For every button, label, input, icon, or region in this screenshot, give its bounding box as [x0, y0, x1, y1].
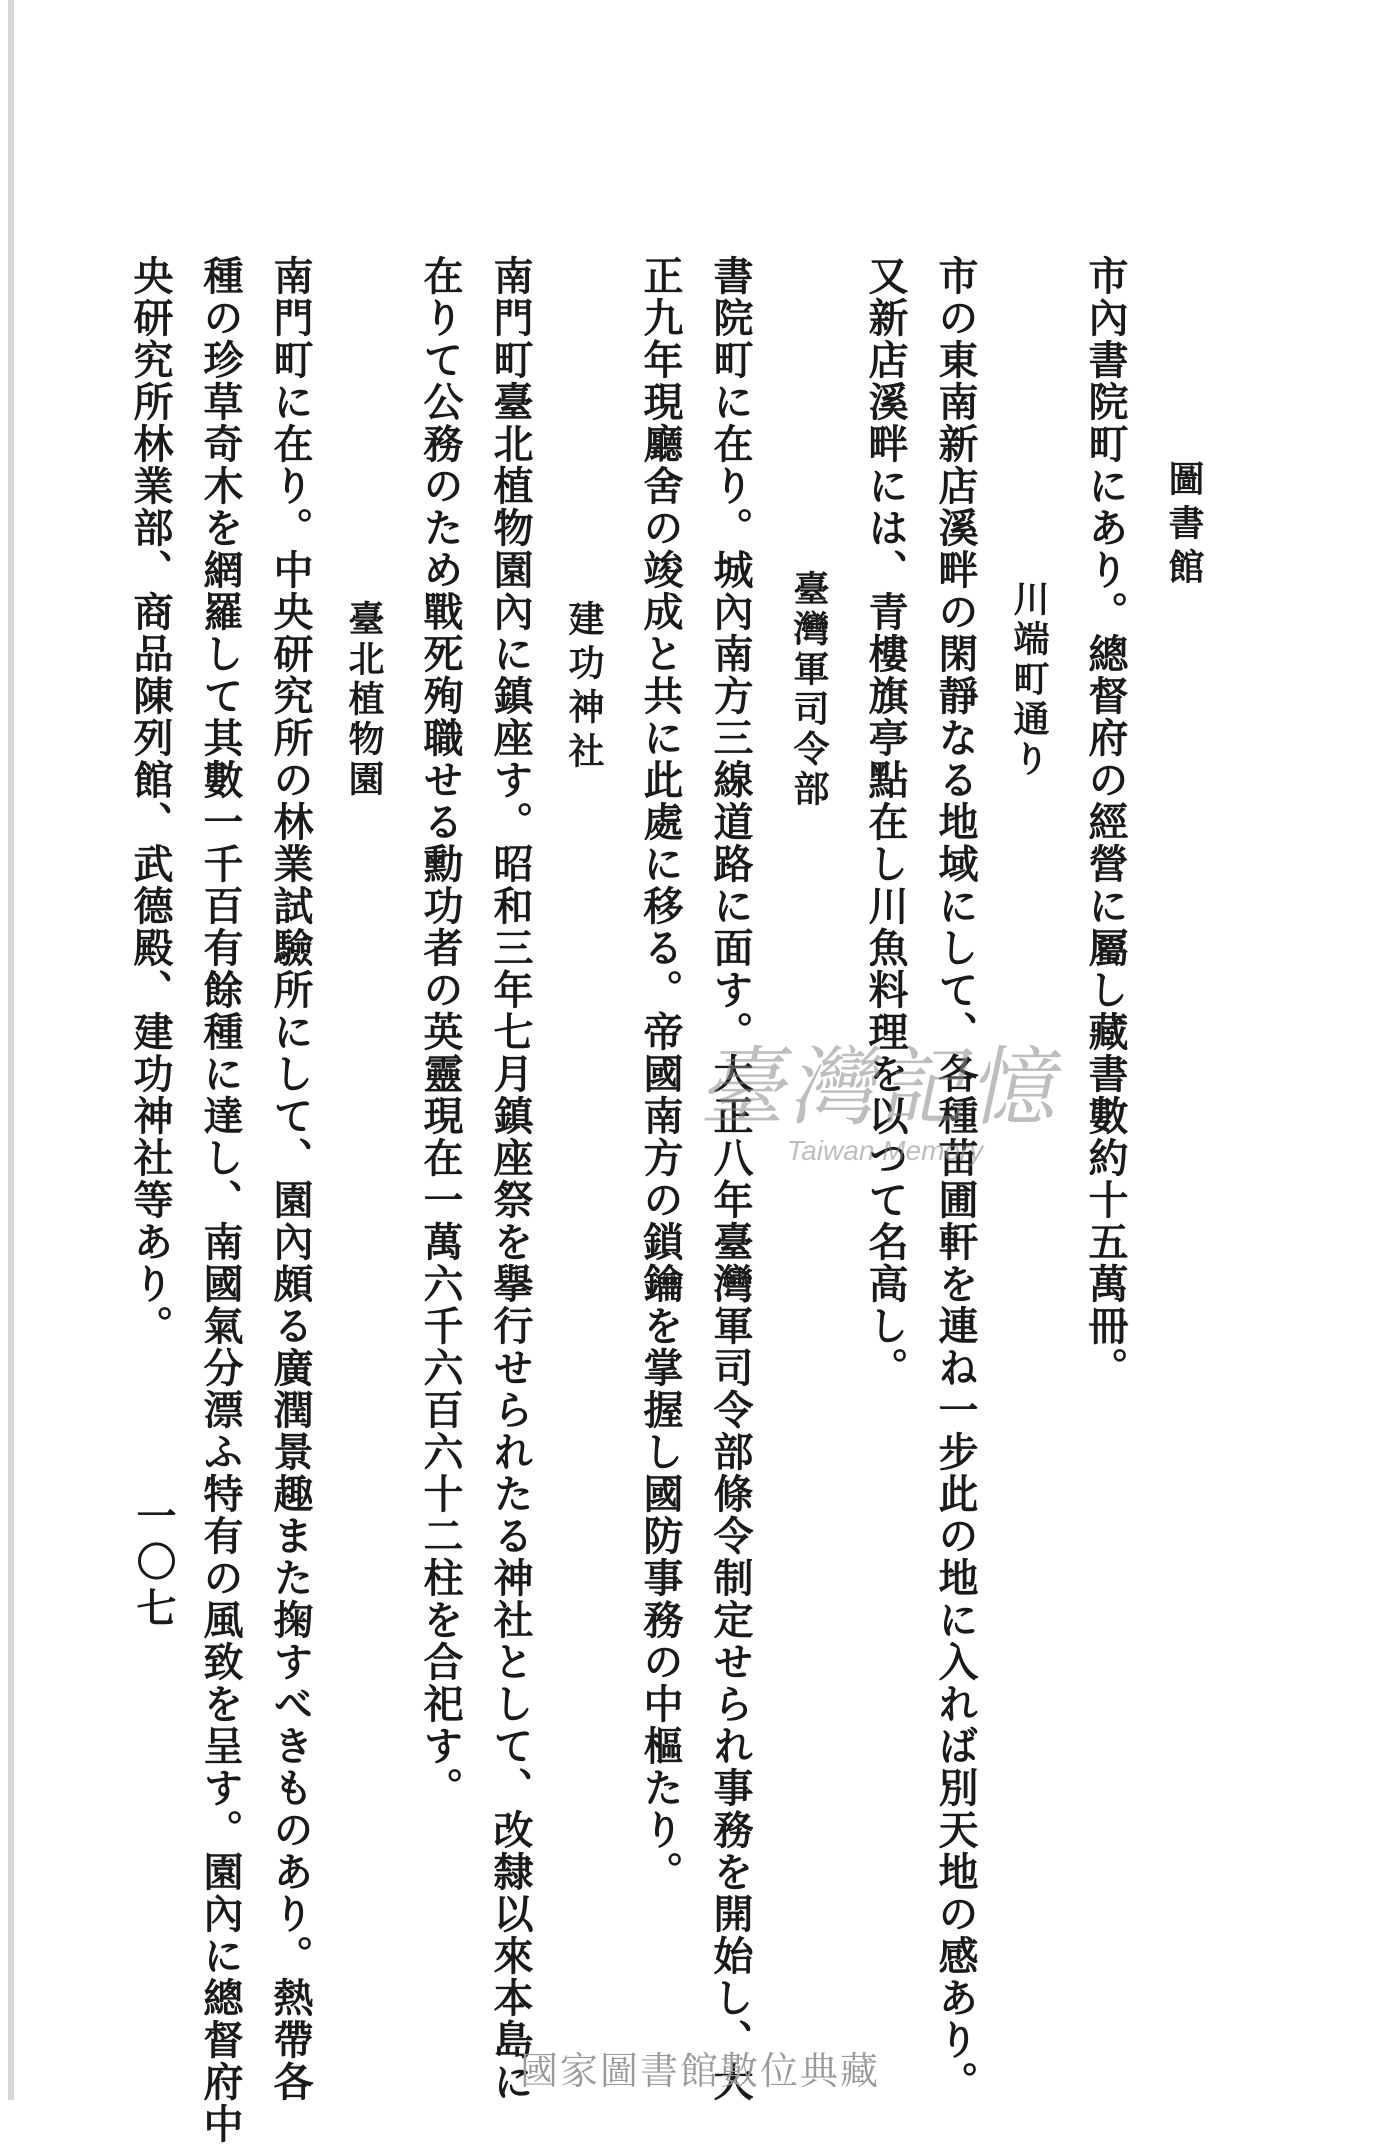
text-line: 在りて公務のため戰死殉職せる勳功者の英靈現在一萬六千六百六十二柱を合祀す。	[417, 255, 464, 1809]
section-heading-army-hq: 臺灣軍司令部	[788, 570, 829, 810]
section-heading-botanical-garden: 臺北植物園	[343, 600, 384, 800]
page-number: 一〇七	[130, 1495, 177, 1633]
text-line: 南門町臺北植物園內に鎮座す。昭和三年七月鎮座祭を擧行せられたる神社として、改隸以來本島に	[487, 255, 534, 2103]
watermark-subtitle: Taiwan Memory	[786, 1135, 984, 1166]
section-heading-library: 圖書館	[1163, 460, 1204, 592]
text-line: 央研究所林業部、商品陳列館、武德殿、建功神社等あり。	[127, 255, 174, 1347]
section-heading-kawabata: 川端町通り	[1008, 580, 1049, 780]
section-heading-kenko-shrine: 建功神社	[563, 600, 604, 776]
text-line: 種の珍草奇木を網羅して其數一千百有餘種に達し、南國氣分漂ふ特有の風致を呈す。園內に總督府中	[197, 255, 244, 2145]
text-line: 正九年現廳舍の竣成と共に此處に移る。帝國南方の鎖鑰を掌握し國防事務の中樞たり。	[637, 255, 684, 1893]
text-line: 南門町に在り。中央研究所の林業試驗所にして、園內頗る廣潤景趣また掬すべきものあり。熱帶各	[267, 255, 314, 2103]
watermark-logo: 臺灣記憶	[694, 1038, 1076, 1138]
text-line: 市の東南新店溪畔の閑靜なる地域にして、各種苗圃軒を連ね一步此の地に入れば別天地の感あり。	[932, 255, 979, 2103]
text-line: 書院町に在り。城內南方三線道路に面す。大正八年臺灣軍司令部條令制定せられ事務を開始し、大	[707, 255, 754, 2103]
footer-collection-label: 國家圖書館數位典藏	[519, 2049, 880, 2093]
text-line: 又新店溪畔には、青樓旗亭點在し川魚料理を以つて名高し。	[862, 255, 909, 1389]
text-line: 市內書院町にあり。總督府の經營に屬し藏書數約十五萬冊。	[1082, 255, 1129, 1389]
